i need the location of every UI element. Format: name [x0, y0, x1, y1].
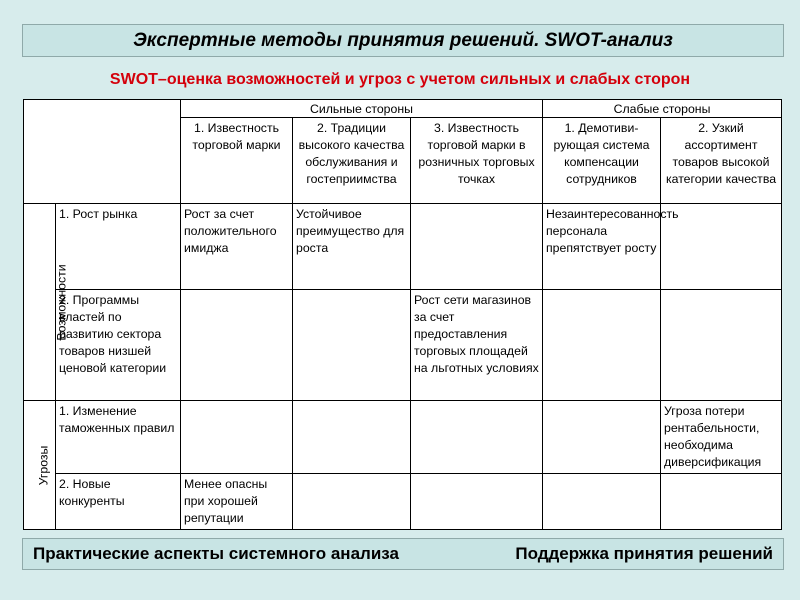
strengths-header: Сильные стороны — [181, 100, 543, 118]
table-cell — [543, 474, 661, 530]
column-header: 1. Демотиви-рующая система компенсации сотрудников — [543, 118, 661, 204]
table-cell: Незаинтересованность персонала препятствует росту — [543, 204, 661, 290]
threats-label-cell — [24, 401, 56, 530]
column-header: 3. Известность торговой марки в розничных торговых точках — [411, 118, 543, 204]
table-cell — [293, 401, 411, 474]
table-header-row-groups — [24, 100, 782, 118]
footer-bar — [22, 538, 784, 570]
table-cell: Менее опасны при хорошей репутации — [181, 474, 293, 530]
table-cell — [411, 474, 543, 530]
table-row — [24, 204, 782, 290]
table-cell — [293, 290, 411, 401]
table-cell — [543, 290, 661, 401]
factor-cell: 2. Программы властей по развитию сектора товаров низшей ценовой категории — [56, 290, 181, 401]
table-row — [24, 474, 782, 530]
table-cell — [411, 204, 543, 290]
factor-cell: 1. Рост рынка — [56, 204, 181, 290]
swot-table — [23, 99, 782, 530]
table-subtitle: SWOT–оценка возможностей и угроз с учетом сильных и слабых сторон — [109, 71, 691, 88]
table-cell: Угроза потери рентабельности, необходима диверсификация — [661, 401, 782, 474]
corner-cell — [24, 100, 181, 204]
table-cell — [181, 290, 293, 401]
table-cell: Рост за счет положительного имиджа — [181, 204, 293, 290]
slide-title-bar — [22, 24, 784, 57]
table-cell — [661, 290, 782, 401]
table-cell — [661, 204, 782, 290]
table-row — [24, 401, 782, 474]
factor-cell: 2. Новые конкуренты — [56, 474, 181, 530]
table-cell — [411, 401, 543, 474]
table-cell: Устойчивое преимущество для роста — [293, 204, 411, 290]
column-header: 1. Известность торговой марки — [181, 118, 293, 204]
footer-course-title: Практические аспекты системного анализа — [33, 544, 399, 563]
column-header: 2. Узкий ассортимент товаров высокой категории качества — [661, 118, 782, 204]
footer-section-title: Поддержка принятия решений — [515, 544, 773, 563]
factor-cell: 1. Изменение таможенных правил — [56, 401, 181, 474]
opportunities-label: Возможности — [54, 263, 69, 341]
table-cell — [181, 401, 293, 474]
slide-title: Экспертные методы принятия решений. SWOT-анализ — [133, 29, 673, 51]
table-cell — [293, 474, 411, 530]
swot-table-container — [23, 99, 781, 525]
opportunities-label-cell — [24, 204, 69, 401]
table-cell — [661, 474, 782, 530]
column-header: 2. Традиции высокого качества обслуживания и гостеприимства — [293, 118, 411, 204]
table-cell — [543, 401, 661, 474]
weaknesses-header: Слабые стороны — [543, 100, 782, 118]
threats-label: Угрозы — [36, 445, 51, 485]
table-row — [24, 290, 782, 401]
table-cell: Рост сети магазинов за счет предоставления торговых площадей на льготных условиях — [411, 290, 543, 401]
